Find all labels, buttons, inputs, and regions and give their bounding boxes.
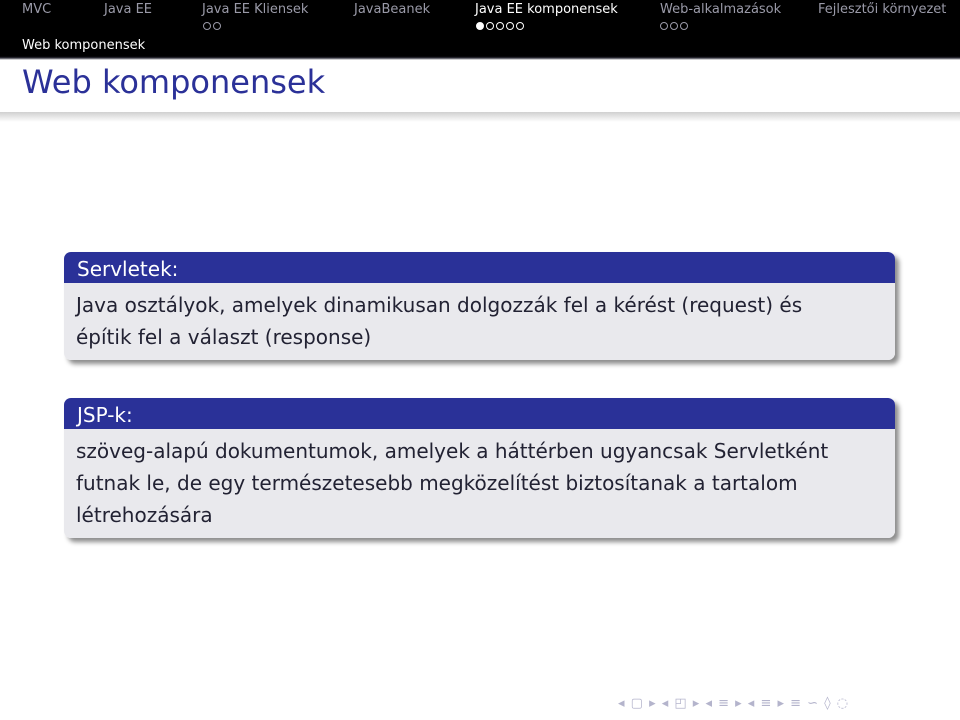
nav-dots-java-ee-kliensek [203, 22, 221, 30]
title-shadow [0, 112, 960, 122]
block-line: létrehozására [76, 503, 213, 527]
nav-dot[interactable] [506, 22, 514, 30]
nav-section-javabeanek[interactable]: JavaBeanek [354, 2, 431, 17]
nav-dot[interactable] [496, 22, 504, 30]
nav-dots-java-ee-komponensek [476, 22, 524, 30]
nav-dot[interactable] [486, 22, 494, 30]
nav-dot[interactable] [203, 22, 211, 30]
nav-section-java-ee-komponensek[interactable]: Java EE komponensek [475, 2, 618, 17]
frame-title: Web komponensek [22, 63, 326, 101]
nav-dot-current[interactable] [476, 22, 484, 30]
top-navigation-bar [0, 0, 960, 37]
nav-section-fejlesztoi-kornyezet[interactable]: Fejlesztői környezet [818, 2, 947, 17]
nav-section-java-ee[interactable]: Java EE [104, 2, 153, 17]
block-title: Servletek: [64, 252, 895, 283]
nav-section-java-ee-kliensek[interactable]: Java EE Kliensek [202, 2, 309, 17]
block-line: szöveg-alapú dokumentumok, amelyek a háttérben ugyancsak Servletként [76, 439, 829, 463]
nav-dots-web-alkalmazasok [660, 22, 688, 30]
nav-dot[interactable] [670, 22, 678, 30]
nav-dot[interactable] [660, 22, 668, 30]
beamer-navigation-icons[interactable]: ◂ ▢ ▸ ◂ ◰ ▸ ◂ ≡ ▸ ◂ ≡ ▸ ≡ ∽ ◊ ◌ [618, 696, 850, 711]
nav-dot[interactable] [516, 22, 524, 30]
block-jsp [64, 398, 895, 538]
block-title: JSP-k: [64, 398, 895, 429]
block-body [64, 429, 895, 538]
nav-dot[interactable] [680, 22, 688, 30]
block-body [64, 283, 895, 360]
nav-dot[interactable] [213, 22, 221, 30]
block-line: építik fel a választ (response) [76, 325, 372, 349]
nav-section-mvc[interactable]: MVC [22, 2, 52, 17]
subsection-label: Web komponensek [22, 38, 146, 53]
block-line: Java osztályok, amelyek dinamikusan dolgozzák fel a kérést (request) és [76, 293, 803, 317]
block-line: futnak le, de egy természetesebb megközelítést biztosítanak a tartalom [76, 471, 798, 495]
nav-section-web-alkalmazasok[interactable]: Web-alkalmazások [660, 2, 782, 17]
block-servletek [64, 252, 895, 360]
